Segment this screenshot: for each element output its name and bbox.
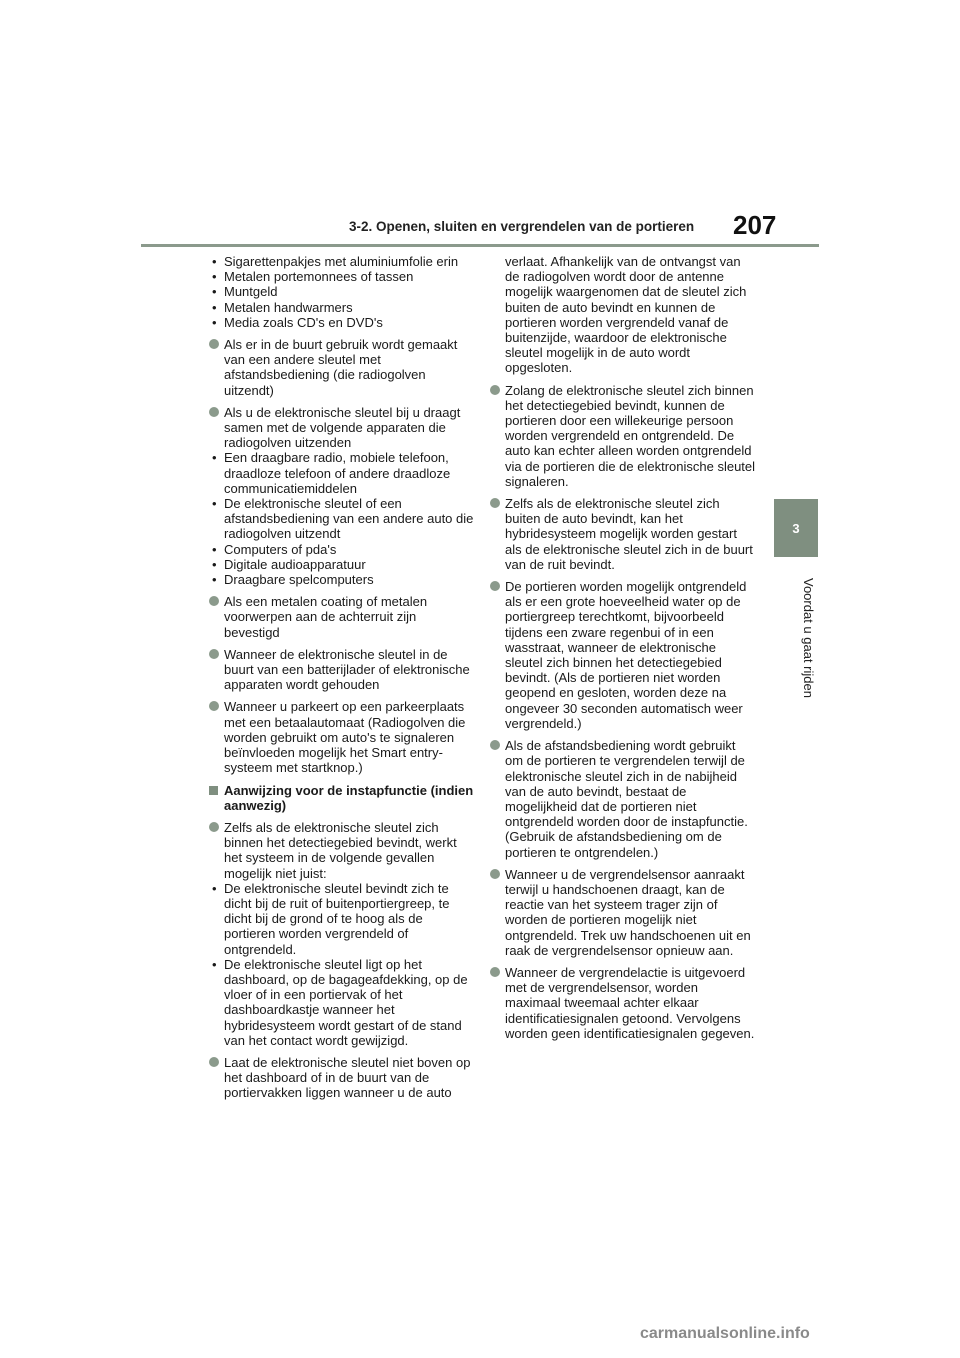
note-paragraph: [209, 405, 475, 451]
list-item: • Metalen portemonnees of tassen: [209, 269, 475, 284]
list-item: • De elektronische sleutel of een afstandsbediening van een andere auto die radiogolven uitzendt: [209, 496, 475, 542]
bullet-dot-icon: [209, 407, 219, 417]
list-item: • Metalen handwarmers: [209, 300, 475, 315]
section-title: 3-2. Openen, sluiten en vergrendelen van de portieren: [349, 219, 695, 234]
list-item: • Computers of pda's: [209, 542, 475, 557]
note-paragraph: [490, 383, 756, 489]
note-paragraph: [490, 738, 756, 860]
items-list: [209, 254, 475, 330]
heading-text: Aanwijzing voor de instapfunctie (indien aanwezig): [224, 782, 474, 813]
list-item: • Sigarettenpakjes met aluminiumfolie erin: [209, 254, 475, 269]
bullet-dot-icon: [490, 385, 500, 395]
bullet-dot-icon: [209, 649, 219, 659]
list-item: • Media zoals CD's en DVD's: [209, 315, 475, 330]
header-divider: [141, 244, 819, 247]
list-item: • De elektronische sleutel ligt op het dashboard, op de bagageafdekking, op de vloer of in een portiervak of het dashboardkastje wanneer het hybridesysteem wordt gestart of de stand van het contact wordt gewijzigd.: [209, 957, 475, 1048]
paragraph-text: Wanneer de vergrendelactie is uitgevoerd met de vergrendelsensor, worden maximaal tweemaal achter elkaar identificatiesignalen getoond. Vervolgens worden geen identificatiesignalen gegeven.: [505, 964, 755, 1041]
subsection-heading: [209, 783, 475, 813]
note-paragraph: [490, 496, 756, 572]
watermark-text: carmanualsonline.info: [640, 1325, 810, 1342]
right-column: [490, 254, 756, 1048]
paragraph-text: Als een metalen coating of metalen voorwerpen aan de achterruit zijn bevestigd: [224, 594, 428, 640]
list-item: • Een draagbare radio, mobiele telefoon, draadloze telefoon of andere draadloze communicatiemiddelen: [209, 450, 475, 496]
note-paragraph: [490, 965, 756, 1041]
bullet-dot-icon: [209, 596, 219, 606]
note-paragraph: [209, 820, 475, 881]
square-bullet-icon: [209, 786, 218, 795]
bullet-dot-icon: [490, 740, 500, 750]
page-number: 207: [733, 210, 777, 240]
paragraph-text: Als er in de buurt gebruik wordt gemaakt van een andere sleutel met afstandsbediening (die radiogolven uitzendt): [224, 337, 458, 398]
note-paragraph: [490, 579, 756, 731]
note-paragraph: [209, 647, 475, 693]
chapter-label: Voordat u gaat rijden: [801, 578, 816, 698]
paragraph-text: Zolang de elektronische sleutel zich binnen het detectiegebied bevindt, kunnen de portieren door een willekeurige persoon worden vergrendeld en ontgrendeld. De auto kan echter alleen worden ontgrendeld via de portieren die de elektronische sleutel signaleren.: [505, 382, 756, 489]
bullet-dot-icon: [490, 498, 500, 508]
paragraph-text: De portieren worden mogelijk ontgrendeld als er een grote hoeveelheid water op de portiergreep terechtkomt, bijvoorbeeld tijdens een zware regenbui of in een wasstraat, wanneer de elektronische sleutel zich binnen het detectiegebied bevindt. (Als de portieren niet worden geopend en gesloten, worden deze na ongeveer 30 seconden automatisch weer vergrendeld.): [505, 579, 747, 731]
paragraph-text: Wanneer u parkeert op een parkeerplaats met een betaalautomaat (Radiogolven die worden gebruikt om auto's te signaleren beïnvloeden mogelijk het Smart entry-systeem met startknop.): [224, 699, 466, 776]
paragraph-text: Als u de elektronische sleutel bij u draagt samen met de volgende apparaten die radiogolven uitzenden: [224, 404, 461, 451]
continued-paragraph: verlaat. Afhankelijk van de ontvangst van de radiogolven wordt door de antenne mogelijk waargenomen dat de sleutel zich buiten de auto bevindt en kunnen de portieren worden vergrendeld vanaf de buitenzijde, waardoor de elektronische sleutel mogelijk in de auto wordt opgesloten.: [505, 254, 747, 376]
devices-list: [209, 450, 475, 587]
bullet-dot-icon: [490, 581, 500, 591]
paragraph-text: Laat de elektronische sleutel niet boven op het dashboard of in de buurt van de portiervakken liggen wanneer u de auto: [224, 1054, 471, 1101]
bullet-dot-icon: [209, 1057, 219, 1067]
bullet-dot-icon: [209, 339, 219, 349]
bullet-dot-icon: [209, 822, 219, 832]
paragraph-text: Zelfs als de elektronische sleutel zich binnen het detectiegebied bevindt, werkt het systeem in de volgende gevallen mogelijk niet juist:: [224, 819, 457, 881]
bullet-dot-icon: [490, 869, 500, 879]
note-paragraph: [209, 699, 475, 775]
list-item: • Digitale audioapparatuur: [209, 557, 475, 572]
list-item: • Draagbare spelcomputers: [209, 572, 475, 587]
list-item: • Muntgeld: [209, 284, 475, 299]
paragraph-text: Als de afstandsbediening wordt gebruikt om de portieren te vergrendelen terwijl de elektronische sleutel zich in de nabijheid van de auto bevindt, bestaat de mogelijkheid dat de portieren niet ontgrendeld worden door de instapfunctie. (Gebruik de afstandsbediening om de portieren te ontgrendelen.): [505, 738, 748, 860]
note-paragraph: [209, 337, 475, 398]
paragraph-text: Wanneer de elektronische sleutel in de buurt van een batterijlader of elektronische apparaten wordt gehouden: [224, 646, 470, 693]
bullet-dot-icon: [490, 967, 500, 977]
bullet-dot-icon: [209, 701, 219, 711]
note-paragraph: [209, 594, 475, 640]
paragraph-text: Wanneer u de vergrendelsensor aanraakt terwijl u handschoenen draagt, kan de reactie van het systeem trager zijn of worden de portieren mogelijk niet ontgrendeld. Trek uw handschoenen uit en raak de vergrendelsensor opnieuw aan.: [505, 866, 751, 958]
note-paragraph: [209, 1055, 475, 1101]
left-column: [209, 254, 475, 1108]
paragraph-text: Zelfs als de elektronische sleutel zich buiten de auto bevindt, kan het hybridesysteem mogelijk worden gestart als de elektronische sleutel zich in de buurt van de ruit bevindt.: [505, 496, 753, 572]
cases-list: [209, 881, 475, 1048]
list-item: • De elektronische sleutel bevindt zich te dicht bij de ruit of buitenportiergreep, te dicht bij de grond of te hoog als de portieren worden vergrendeld of ontgrendeld.: [209, 881, 475, 957]
chapter-tab[interactable]: 3: [774, 499, 818, 557]
note-paragraph: [490, 867, 756, 958]
